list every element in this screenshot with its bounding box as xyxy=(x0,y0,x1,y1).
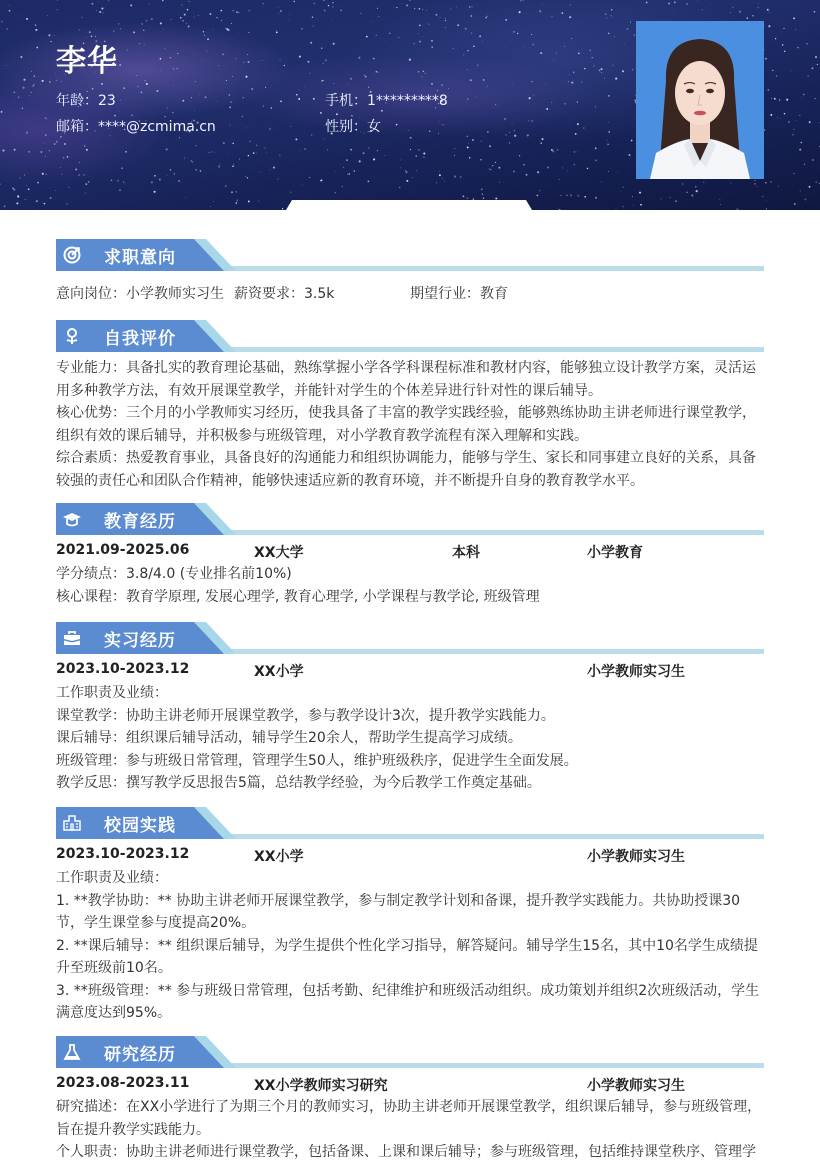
campus-line: 1. **教学协助：** 协助主讲老师开展课堂教学，参与制定教学计划和备课，提升教学实践能力。共协助授课30节，学生课堂参与度提高20%。 xyxy=(56,892,741,931)
internship-line: 班级管理：参与班级日常管理，管理学生50人，维护班级秩序，促进学生全面发展。 xyxy=(56,752,578,769)
briefcase-icon xyxy=(62,628,82,648)
campus-period: 2023.10-2023.12 xyxy=(56,846,190,862)
internship-row xyxy=(56,659,764,682)
education-period: 2021.09-2025.06 xyxy=(56,542,190,558)
self-eval-qualities: 综合素质：热爱教育事业，具备良好的沟通能力和组织协调能力，能够与学生、家长和同事建立良好的关系，具备较强的责任心和团队合作精神，能够快速适应新的教育环境，并不断提升自身的教育教学水平。 xyxy=(56,450,756,489)
section-header xyxy=(56,622,764,654)
info-email: 邮箱：****@zcmima.cn xyxy=(56,119,216,135)
research-row xyxy=(56,1073,764,1096)
section-title: 研究经历 xyxy=(104,1045,176,1065)
internship-line: 课堂教学：协助主讲老师开展课堂教学，参与教学设计3次，提升教学实践能力。 xyxy=(56,707,555,724)
section-header xyxy=(56,320,764,352)
education-degree: 本科 xyxy=(452,545,480,561)
internship-line: 工作职责及业绩： xyxy=(56,685,168,701)
section-header xyxy=(56,503,764,535)
section-education xyxy=(56,503,764,608)
section-title: 自我评价 xyxy=(104,329,176,349)
info-age: 年龄：23 xyxy=(56,93,116,109)
internship-line: 课后辅导：组织课后辅导活动，辅导学生20余人，帮助学生提高学习成绩。 xyxy=(56,730,522,746)
internship-period: 2023.10-2023.12 xyxy=(56,661,190,677)
internship-role: 小学教师实习生 xyxy=(587,664,685,680)
info-gender: 性别：女 xyxy=(325,119,381,135)
flask-icon xyxy=(62,1042,82,1062)
section-header xyxy=(56,807,764,839)
campus-role: 小学教师实习生 xyxy=(587,849,685,865)
education-courses: 核心课程：教育学原理, 发展心理学, 教育心理学, 小学课程与教学论, 班级管理 xyxy=(56,588,540,605)
target-icon xyxy=(62,245,82,265)
desired-position: 意向岗位：小学教师实习生 xyxy=(56,286,224,302)
section-header xyxy=(56,1036,764,1068)
flower-icon xyxy=(62,326,82,346)
resume-header xyxy=(0,0,820,210)
education-row xyxy=(56,540,764,563)
research-details xyxy=(56,1096,764,1160)
self-eval-professional: 专业能力：具备扎实的教育理论基础，熟练掌握小学各学科课程标准和教材内容，能够独立设计教学方案，灵活运用多种教学方法，有效开展课堂教学，并能针对学生的个体差异进行针对性的课后辅导。 xyxy=(56,360,756,399)
research-description: 研究描述：在XX小学进行了为期三个月的教师实习，协助主讲老师开展课堂教学，组织课后辅导，参与班级管理，旨在提升教学实践能力。 xyxy=(56,1099,762,1138)
intention-row xyxy=(56,281,764,304)
campus-line: 工作职责及业绩： xyxy=(56,870,168,886)
section-title: 实习经历 xyxy=(104,631,176,651)
school-building-icon xyxy=(62,813,82,833)
research-role: 小学教师实习生 xyxy=(587,1078,685,1094)
campus-line: 2. **课后辅导：** 组织课后辅导，为学生提供个性化学习指导，解答疑问。辅导学生15名，其中10名学生成绩提升至班级前10名。 xyxy=(56,937,758,976)
info-phone: 手机：1*********8 xyxy=(325,93,448,109)
header-tab-decoration xyxy=(286,200,532,210)
profile-photo xyxy=(636,21,764,179)
self-eval-advantages: 核心优势：三个月的小学教师实习经历，使我具备了丰富的教学实践经验，能够熟练协助主讲老师进行课堂教学，组织有效的课后辅导，并积极参与班级管理，对小学教育教学流程有深入理解和实践。 xyxy=(56,405,756,444)
education-gpa: 学分绩点：3.8/4.0 (专业排名前10%) xyxy=(56,566,292,582)
section-internship xyxy=(56,622,764,795)
education-details xyxy=(56,563,764,608)
campus-org: XX小学 xyxy=(254,849,304,865)
internship-details xyxy=(56,682,764,795)
section-job-intention xyxy=(56,239,764,304)
candidate-name: 李华 xyxy=(56,44,118,79)
campus-line: 3. **班级管理：** 参与班级日常管理，包括考勤、纪律维护和班级活动组织。成功策划并组织2次班级活动，学生满意度达到95%。 xyxy=(56,982,760,1021)
section-campus-practice xyxy=(56,807,764,1025)
internship-org: XX小学 xyxy=(254,664,304,680)
education-major: 小学教育 xyxy=(587,545,643,561)
section-title: 校园实践 xyxy=(104,816,176,836)
education-school: XX大学 xyxy=(254,545,304,561)
campus-row xyxy=(56,844,764,867)
graduation-cap-icon xyxy=(62,509,82,529)
salary-expectation: 薪资要求：3.5k xyxy=(234,286,335,302)
section-self-evaluation xyxy=(56,320,764,492)
section-title: 教育经历 xyxy=(104,512,176,532)
portrait-illustration xyxy=(636,21,764,179)
internship-line: 教学反思：撰写教学反思报告5篇，总结教学经验，为今后教学工作奠定基础。 xyxy=(56,775,541,791)
desired-industry: 期望行业：教育 xyxy=(410,286,508,302)
research-project: XX小学教师实习研究 xyxy=(254,1078,388,1094)
campus-details xyxy=(56,867,764,1025)
section-research xyxy=(56,1036,764,1160)
section-title: 求职意向 xyxy=(104,248,176,268)
research-responsibilities: 个人职责：协助主讲老师进行课堂教学，包括备课、上课和课后辅导；参与班级管理，包括维持课堂秩序、管理学 xyxy=(56,1144,756,1160)
self-evaluation-body xyxy=(56,357,764,492)
research-period: 2023.08-2023.11 xyxy=(56,1075,190,1091)
section-header xyxy=(56,239,764,271)
